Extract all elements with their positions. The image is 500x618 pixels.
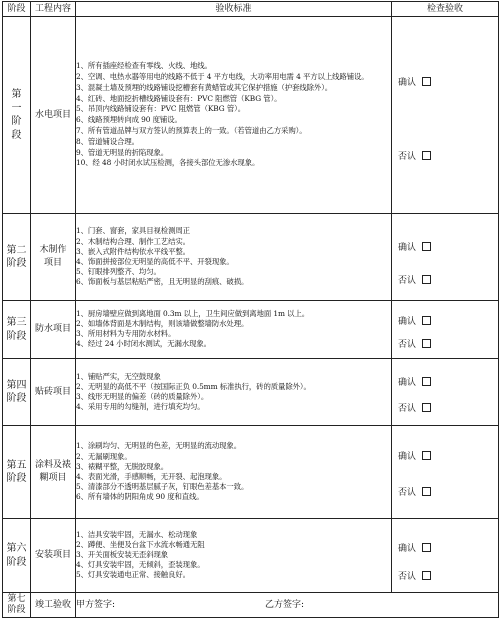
check-cell [392,301,499,359]
stage-cell [3,593,31,618]
party-a-signature[interactable]: 甲方签字: [76,599,116,610]
stage-row [3,301,499,359]
deny-label: 否认 [398,340,417,350]
stage-row [3,359,499,426]
deny-label: 否认 [398,572,417,583]
standard-line: 5、灯具安装通电正常、接触良好。 [76,570,190,580]
standard-line: 3、线形无明显的偏差（砖的质量除外）。 [76,391,209,401]
deny-checkbox[interactable] [422,151,431,160]
cell-text-line: 段 [11,129,22,141]
standard-line: 1、铺贴严实，无空鼓现象 [76,371,161,381]
confirm-label: 确认 [398,544,417,555]
confirm-option[interactable] [398,316,431,327]
confirm-option[interactable] [398,77,431,88]
standard-cell [76,426,392,519]
item-cell [31,359,76,426]
header-item: 工程内容 [31,2,76,17]
standard-line: 1、涂刷均匀、无明显的色差，无明显的流动现象。 [76,441,241,451]
header-row [3,2,499,17]
stage-row [3,17,499,214]
deny-checkbox[interactable] [422,487,431,496]
cell-text-line: 安装项目 [34,550,71,561]
confirm-option[interactable] [398,543,431,554]
standard-line: 5、清漆部分不透明基层腻子灰，钉眼色差基本一致。 [76,481,249,491]
final-stage-row [3,593,499,618]
item-cell [31,17,76,214]
cell-text-line: 第四 [6,379,27,391]
standard-line: 4、红砖、地面挖折槽线路铺设套有：PVC 阻燃管（KBG 管）。 [76,93,282,103]
standard-line: 6、线路预埋转向成 90 度铺设。 [76,115,182,125]
standard-line: 5、吊顶内线路铺设套有：PVC 阻燃管（KBG 管）。 [76,104,245,114]
cell-text-line: 水电项目 [34,109,71,120]
signature-cell [76,593,499,618]
confirm-checkbox[interactable] [422,242,431,251]
standard-cell [76,301,392,359]
standard-line: 1、门套、窗套，家具目视检测周正 [76,226,190,236]
confirm-label: 确认 [398,317,417,328]
standard-line: 3、混凝土墙及预埋的线路铺设挖槽套有黄蜡管或其它保护措施（护套线除外）。 [76,82,333,92]
standard-line: 3、嵌入式附件结构依水平线平整。 [76,246,190,256]
cell-text-line: 一 [11,102,22,114]
cell-text-line: 项目 [43,258,62,268]
deny-option[interactable] [398,571,431,582]
check-options [392,215,498,300]
stage-cell [3,426,31,519]
standard-line: 7、所有管道品牌与双方签认的预算表上的一致。（若管道由乙方采购）。 [76,125,307,135]
cell-text-line: 糊项目 [39,473,67,483]
check-options [392,520,498,592]
standard-line: 4、表面光滑，手感顺畅，无开裂、起泡现象。 [76,471,227,481]
cell-text-line: 涂料及裱 [34,460,71,471]
deny-label: 否认 [398,404,417,415]
standard-cell [76,519,392,593]
check-cell [392,519,499,593]
cell-text-line: 贴砖项目 [34,386,71,397]
stage-row [3,426,499,519]
cell-text-line: 防水项目 [34,324,71,335]
cell-text-line: 第五 [6,459,27,471]
standard-line: 2、蹲便、坐便及台盆下水流水畅通无阻 [76,540,205,550]
item-cell: 竣工验收 [31,593,76,618]
standard-line: 2、如墙体背面是木制结构，则该墙做整墙防水处理。 [76,319,249,329]
deny-option[interactable] [398,487,431,498]
cell-text-line: 第三 [6,317,27,328]
deny-label: 否认 [398,152,417,163]
standard-line: 6、所有墙体的阴阳角成 90 度和直线。 [76,492,204,502]
cell-text-line: 第 [11,89,22,100]
deny-checkbox[interactable] [422,339,431,348]
stage-cell [3,359,31,426]
cell-text-line: 阶 [11,116,22,127]
deny-checkbox[interactable] [422,571,431,580]
party-b-signature[interactable]: 乙方签字: [265,599,305,610]
confirm-option[interactable] [398,377,431,388]
standard-line: 2、空调、电热水器等用电的线路不低于 4 平方电线，大功率用电需 4 平方以上线路铺设。 [76,71,369,81]
standard-line: 3、开关面板安装无歪斜现象 [76,550,169,560]
cell-text-line: 木制作 [39,245,67,256]
cell-text-line: 阶段 [6,393,27,404]
standard-cell [76,214,392,301]
cell-text-line: 阶段 [6,473,27,484]
standard-line: 3、裱糊平整，无脱胶现象。 [76,461,169,471]
cell-text-line: 阶段 [6,330,27,342]
deny-option[interactable] [398,151,431,162]
standard-line: 9、管道无明显的折陷现象。 [76,147,169,157]
standard-line: 4、饰面拼接部位无明显的高低不平、开裂现象。 [76,256,234,266]
confirm-checkbox[interactable] [422,451,431,460]
stage-cell [3,301,31,359]
cell-text-line: 阶段 [6,258,27,269]
check-cell [392,359,499,426]
item-cell [31,519,76,593]
standard-line: 2、无漏刷现象。 [76,451,132,461]
standard-line: 4、灯具安装牢固，无倾斜，歪装现象。 [76,560,205,570]
confirm-checkbox[interactable] [422,377,431,386]
standard-line: 4、经过 24 小时闭水测试，无漏水现象。 [76,339,211,349]
check-cell [392,214,499,301]
item-cell [31,301,76,359]
check-options [392,427,498,518]
stage-cell [3,214,31,301]
standard-line: 1、洁具安装牢固，无漏水、松动现象 [76,530,198,540]
cell-text-line: 阶段 [7,605,26,615]
deny-label: 否认 [398,487,417,498]
confirm-label: 确认 [398,377,417,388]
acceptance-table [2,1,499,618]
item-cell [31,426,76,519]
confirm-checkbox[interactable] [422,77,431,86]
check-cell [392,426,499,519]
header-standard: 验收标准 [76,2,392,17]
standard-line: 8、管道铺设合理。 [76,136,139,146]
standard-line: 6、饰面板与基层粘贴严密，且无明显的刮痕、破损。 [76,277,249,287]
cell-text-line: 第六 [6,543,27,554]
deny-label: 否认 [398,276,417,287]
cell-text-line: 第七 [7,594,26,605]
cell-text-line: 阶段 [6,556,27,568]
confirm-checkbox[interactable] [422,316,431,325]
confirm-option[interactable] [398,451,431,462]
standard-line: 4、采用专用的勾缝剂，进行填充均匀。 [76,401,205,411]
standard-line: 1、所有插座经检查有零线、火线、地线。 [76,61,212,71]
check-cell [392,17,499,214]
cell-text-line: 第二 [6,244,27,256]
stage-cell [3,519,31,593]
header-check: 检查验收 [392,2,499,17]
standard-cell [76,17,392,214]
standard-line: 1、厨房墙壁应做到离地面 0.3m 以上，卫生间应做到离地面 1m 以上。 [76,309,310,319]
deny-checkbox[interactable] [422,403,431,412]
item-cell [31,214,76,301]
header-stage: 阶段 [3,2,31,17]
standard-line: 2、无明显的高低不平（按国际正负 0.5mm 标准执行，砖的质量除外）。 [76,381,311,391]
deny-option[interactable] [398,339,431,350]
confirm-option[interactable] [398,242,431,253]
standard-line: 3、所用材料为专用防水材料。 [76,329,176,339]
stage-row [3,214,499,301]
confirm-label: 确认 [398,77,417,88]
standard-line: 10、经 48 小时闭水试压检测，各接头部位无渗水现象。 [76,158,260,168]
confirm-label: 确认 [398,452,417,463]
deny-option[interactable] [398,403,431,414]
check-options [392,360,498,425]
deny-option[interactable] [398,275,431,286]
check-options [392,18,498,213]
standard-cell [76,359,392,426]
stage-cell [3,17,31,214]
deny-checkbox[interactable] [422,275,431,284]
standard-line: 2、木制结构合理、制作工艺结实。 [76,236,190,246]
confirm-label: 确认 [398,242,417,253]
stage-row [3,519,499,593]
standard-line: 5、钉眼排列整齐、均匀。 [76,266,161,276]
check-options [392,302,498,358]
confirm-checkbox[interactable] [422,543,431,552]
